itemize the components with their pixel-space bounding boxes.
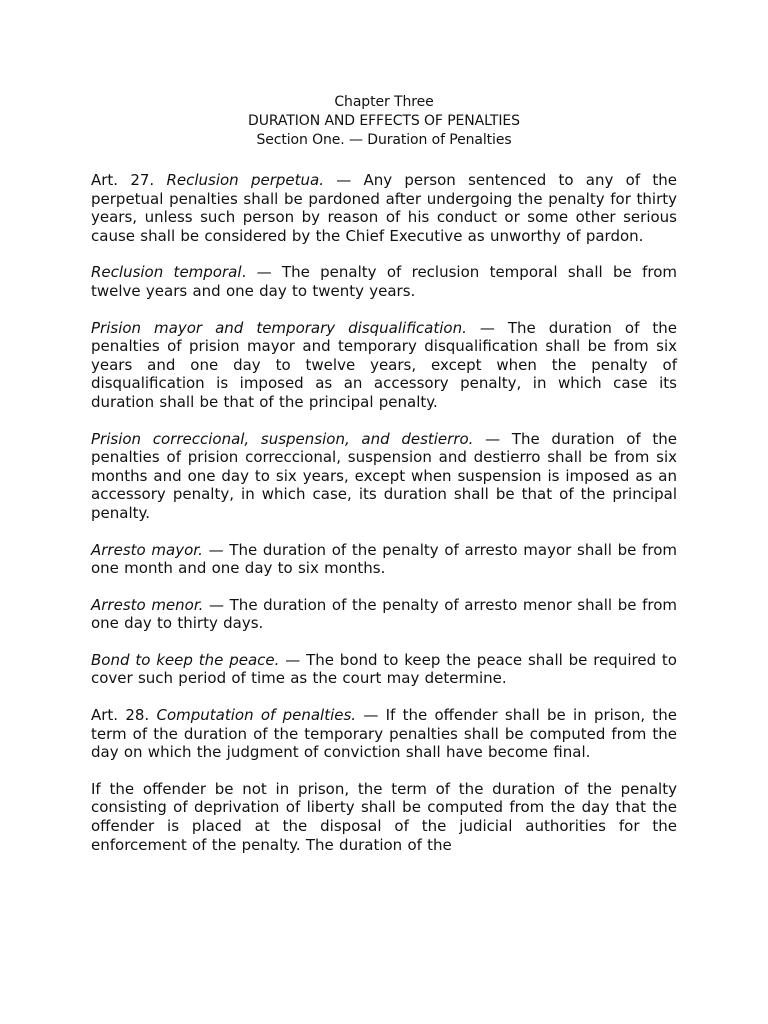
paragraph-reclusion-temporal: Reclusion temporal. — The penalty of reclusion temporal shall be from twelve years and one day to twenty years. <box>91 263 677 300</box>
term-bond-to-keep-peace: Bond to keep the peace. <box>91 650 280 669</box>
term-reclusion-perpetua: Reclusion perpetua. <box>166 171 324 189</box>
section-title: Section One. — Duration of Penalties <box>256 132 512 148</box>
paragraph-arresto-mayor: Arresto mayor. — The duration of the penalty of arresto mayor shall be from one month and one day to six months. <box>91 540 677 578</box>
document-page <box>91 93 677 854</box>
term-prision-mayor: Prision mayor and temporary disqualification. <box>91 318 467 337</box>
term-arresto-menor: Arresto menor. <box>91 595 204 614</box>
paragraph-prision-mayor: Prision mayor and temporary disqualification. — The duration of the penalties of prision mayor and temporary disqualification shall be from six years and one day to twelve years, except when the penalty of disqualification is imposed as an accessory penalty, in which case its duration shall be that of the principal penalty. <box>91 318 677 411</box>
paragraph-art-27: Art. 27. Reclusion perpetua. — Any person sentenced to any of the perpetual penalties shall be pardoned after undergoing the penalty for thirty years, unless such person by reason of his conduct or some other serious cause shall be considered by the Chief Executive as unworthy of pardon. <box>91 171 677 245</box>
term-computation-of-penalties: Computation of penalties. <box>156 706 357 725</box>
paragraph-bond: Bond to keep the peace. — The bond to keep the peace shall be required to cover such period of time as the court may determine. <box>91 650 677 688</box>
term-prision-correccional: Prision correccional, suspension, and destierro. <box>91 429 474 448</box>
term-reclusion-temporal: Reclusion temporal <box>91 263 242 282</box>
chapter-heading <box>91 93 677 150</box>
chapter-subtitle: DURATION AND EFFECTS OF PENALTIES <box>248 113 520 129</box>
chapter-title: Chapter Three <box>334 94 434 110</box>
term-arresto-mayor: Arresto mayor. <box>91 540 203 559</box>
paragraph-art-28: Art. 28. Computation of penalties. — If the offender shall be in prison, the term of the duration of the temporary penalties shall be computed from the day on which the judgment of conviction shall have become final. <box>91 706 677 762</box>
paragraph-not-in-prison: If the offender be not in prison, the term of the duration of the penalty consisting of deprivation of liberty shall be computed from the day that the offender is placed at the disposal of the judicial authorities for the enforcement of the penalty. The duration of the <box>91 779 677 854</box>
paragraph-prision-correccional: Prision correccional, suspension, and destierro. — The duration of the penalties of prision correccional, suspension and destierro shall be from six months and one day to six years, except when suspension is imposed as an accessory penalty, in which case, its duration shall be that of the principal penalty. <box>91 429 678 522</box>
paragraph-arresto-menor: Arresto menor. — The duration of the penalty of arresto menor shall be from one day to thirty days. <box>91 595 677 633</box>
